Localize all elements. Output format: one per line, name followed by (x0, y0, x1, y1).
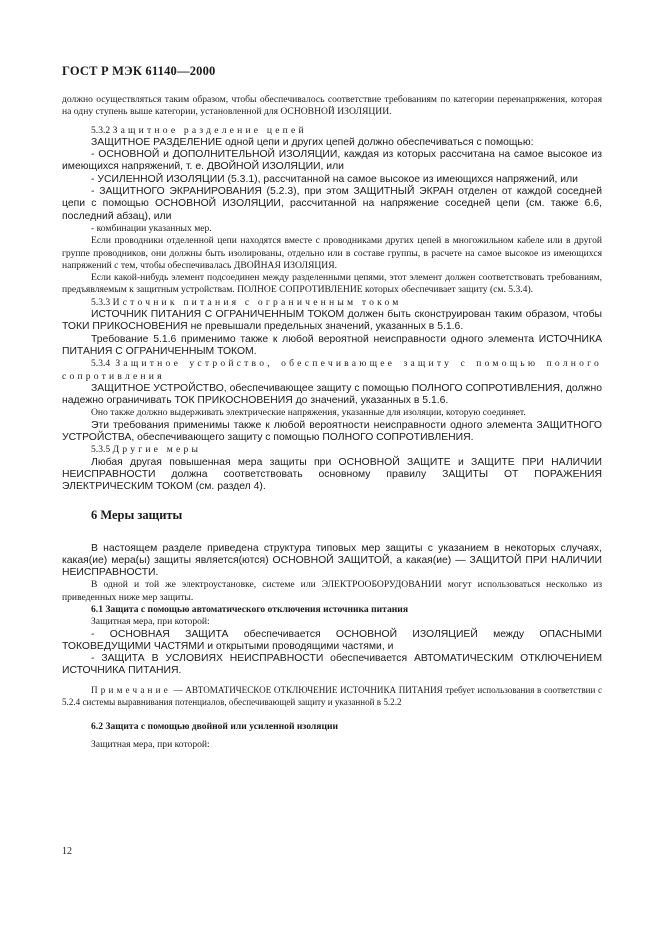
paragraph: Если какой-нибудь элемент подсоединен между разделенными цепями, этот элемент должен соответствовать требованиям, предъявляемым к защитным устройствам. ПОЛНОЕ СОПРОТИВЛЕНИЕ которых обеспечивает защиту (см. 5.3.4). (62, 272, 602, 296)
list-item: - ОСНОВНОЙ и ДОПОЛНИТЕЛЬНОЙ ИЗОЛЯЦИИ, каждая из которых рассчитана на самое высокое из имеющихся напряжений, т. е. ДВОЙНОЙ ИЗОЛЯЦИИ, или (62, 149, 602, 173)
list-item: - комбинации указанных мер. (91, 222, 212, 234)
paragraph: Защитная мера, при которой: (91, 616, 210, 628)
paragraph: В настоящем разделе приведена структура типовых мер защиты с указанием в некоторых случаях, какая(ие) мера(ы) защиты является(ются) ОСНОВНОЙ ЗАЩИТОЙ, а какая(ие) — ЗАЩИТОЙ ПРИ НАЛИЧИИ НЕИСПРАВНОСТИ. (62, 542, 602, 579)
paragraph: Требование 5.1.6 применимо также к любой вероятной неисправности одного элемента ИСТОЧНИКА ПИТАНИЯ С ОГРАНИЧЕННЫМ ТОКОМ. (62, 333, 602, 357)
section-heading-5-3-3: 5.3.3 Источник питания с ограниченным током (91, 296, 402, 308)
note-label: Примечание (91, 684, 171, 695)
page-number: 12 (62, 846, 72, 857)
paragraph: ИСТОЧНИК ПИТАНИЯ С ОГРАНИЧЕННЫМ ТОКОМ должен быть сконструирован таким образом, чтобы ТОКИ ПРИКОСНОВЕНИЯ не превышали предельных значений, указанных в 5.1.6. (62, 309, 602, 333)
paragraph: Любая другая повышенная мера защиты при ОСНОВНОЙ ЗАЩИТЕ и ЗАЩИТЕ ПРИ НАЛИЧИИ НЕИСПРАВНОСТИ должна соответствовать основному правилу ЗАЩИТЫ ОТ ПОРАЖЕНИЯ ЭЛЕКТРИЧЕСКИМ ТОКОМ (см. раздел 4). (62, 456, 602, 493)
paragraph: должно осуществляться таким образом, чтобы обеспечивалось соответствие требованиям по категории перенапряжения, которая на одну ступень выше категории, установленной для ОСНОВНОЙ ИЗОЛЯЦИИ. (62, 94, 602, 118)
note (62, 684, 602, 709)
paragraph: Если проводники отделенной цепи находятся вместе с проводниками других цепей в многожильном кабеле или в другой группе проводников, они должны быть изолированы, отдельно или в составе группы, в расчете на самое высокое из имеющихся напряжений с тем, чтобы обеспечивалась ДВОЙНАЯ ИЗОЛЯЦИЯ. (62, 235, 602, 271)
subsection-heading-6-1: 6.1 Защита с помощью автоматического отключения источника питания (91, 603, 409, 615)
list-item: - ОСНОВНАЯ ЗАЩИТА обеспечивается ОСНОВНОЙ ИЗОЛЯЦИЕЙ между ОПАСНЫМИ ТОКОВЕДУЩИМИ ЧАСТЯМИ и открытыми проводящими частями, и (62, 628, 602, 652)
section-title: Источник питания с ограниченным током (112, 296, 402, 308)
paragraph: В одной и той же электроустановке, системе или ЭЛЕКТРООБОРУДОВАНИИ могут использоваться несколько из приведенных ниже мер защиты. (62, 579, 602, 603)
list-item: - УСИЛЕННОЙ ИЗОЛЯЦИИ (5.3.1), рассчитанной на самое высокое из имеющихся напряжений, или (91, 173, 578, 185)
section-heading-6: 6 Меры защиты (91, 507, 183, 522)
paragraph: ЗАЩИТНОЕ УСТРОЙСТВО, обеспечивающее защиту с помощью ПОЛНОГО СОПРОТИВЛЕНИЯ, должно надежно ограничивать ТОК ПРИКОСНОВЕНИЯ до значений, указанных в 5.1.6. (62, 382, 602, 407)
section-heading-5-3-2: 5.3.2 Защитное разделение цепей (91, 124, 307, 136)
document-body (62, 94, 602, 751)
list-item: - ЗАЩИТА В УСЛОВИЯХ НЕИСПРАВНОСТИ обеспечивается АВТОМАТИЧЕСКИМ ОТКЛЮЧЕНИЕМ ИСТОЧНИКА ПИТАНИЯ. (62, 653, 602, 677)
section-heading-5-3-4: 5.3.4 Защитное устройство, обеспечивающее защиту с помощью полного сопротивления (62, 358, 602, 382)
document-header: ГОСТ Р МЭК 61140—2000 (62, 64, 216, 78)
section-heading-5-3-5: 5.3.5 Другие меры (91, 444, 202, 456)
subsection-heading-6-2: 6.2 Защита с помощью двойной или усиленной изоляции (91, 720, 339, 732)
section-title: Другие меры (112, 444, 202, 456)
paragraph: ЗАЩИТНОЕ РАЗДЕЛЕНИЕ одной цепи и других цепей должно обеспечиваться с помощью: (91, 136, 534, 148)
paragraph: Эти требования применимы также к любой вероятности неисправности одного элемента ЗАЩИТНОГО УСТРОЙСТВА, обеспечивающего защиту с помощью ПОЛНОГО СОПРОТИВЛЕНИЯ. (62, 419, 602, 444)
paragraph: Защитная мера, при которой: (91, 738, 210, 750)
paragraph: Оно также должно выдерживать электрические напряжения, указанные для изоляции, которую соединяет. (91, 407, 526, 419)
section-title: Защитное разделение цепей (112, 124, 307, 136)
note-text: — АВТОМАТИЧЕСКОЕ ОТКЛЮЧЕНИЕ ИСТОЧНИКА ПИТАНИЯ требует использования в соответствии с 5.2.4 системы выравнивания потенциалов, обеспечивающей защиту и указанной в 5.2.2 (62, 684, 602, 708)
section-title: Защитное устройство, обеспечивающее защиту с помощью полного сопротивления (62, 358, 602, 382)
list-item: - ЗАЩИТНОГО ЭКРАНИРОВАНИЯ (5.2.3), при этом ЗАЩИТНЫЙ ЭКРАН отделен от каждой соседней цепи с помощью ОСНОВНОЙ ИЗОЛЯЦИИ, рассчитанной на напряжение соседней цепи (см. также 6.6, последний абзац), или (62, 186, 602, 222)
